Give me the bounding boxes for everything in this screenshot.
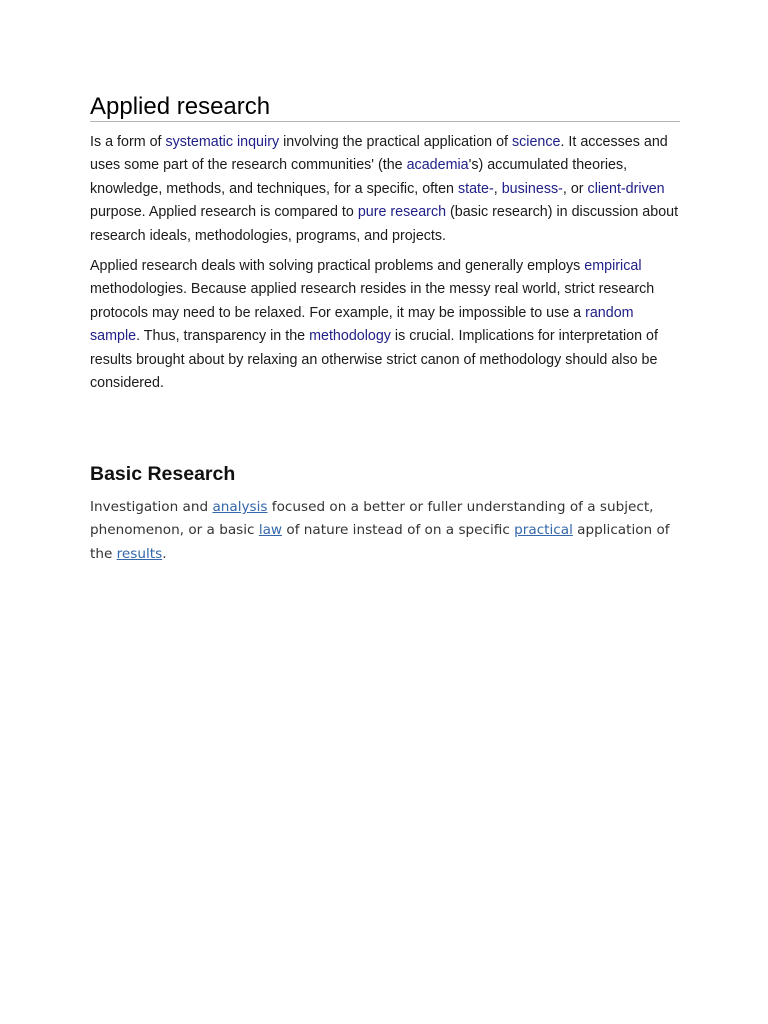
text-run: is crucial. Implications for interpretation of results brought about by relaxing an otherwise strict canon of methodology should also be considered. <box>90 328 658 392</box>
text-run: Investigation and <box>90 499 213 515</box>
link-pure-research[interactable]: pure research <box>357 204 447 221</box>
link-law[interactable]: law <box>258 522 283 539</box>
link-client-driven[interactable]: client-driven <box>587 180 665 197</box>
text-run: . <box>162 545 167 562</box>
link-methodology[interactable]: methodology <box>309 328 391 345</box>
link-results[interactable]: results <box>116 545 163 562</box>
text-run: , <box>493 180 502 197</box>
text-run: . Thus, transparency in the <box>136 328 310 345</box>
link-state[interactable]: state- <box>457 180 494 197</box>
text-run: Applied research deals with solving practical problems and generally employs <box>90 258 585 274</box>
link-science[interactable]: science <box>511 134 561 150</box>
link-empirical[interactable]: empirical <box>584 258 642 274</box>
applied-research-paragraph-2 <box>90 255 680 395</box>
text-run: methodologies. Because applied research resides in the messy real world, strict research protocols may need to be relaxed. For example, it may be impossible to use a <box>90 281 655 321</box>
link-academia[interactable]: academia <box>406 157 469 174</box>
applied-research-paragraph-1 <box>90 131 680 248</box>
text-run: Is a form of <box>90 134 166 150</box>
link-random-sample[interactable]: random sample <box>90 304 634 345</box>
heading-divider <box>90 121 680 122</box>
text-run: involving the practical application of <box>279 134 512 150</box>
text-run: focused on a better or fuller understanding of a subject, phenomenon, or a basic <box>90 499 654 539</box>
text-run: . It accesses and uses some part of the research communities' (the <box>90 134 668 174</box>
link-analysis[interactable]: analysis <box>212 499 268 515</box>
link-business[interactable]: business- <box>501 180 563 197</box>
link-practical[interactable]: practical <box>514 522 573 539</box>
text-run: 's) accumulated theories, knowledge, methods, and techniques, for a specific, often <box>90 157 628 197</box>
link-systematic-inquiry[interactable]: systematic inquiry <box>165 134 280 150</box>
basic-research-heading: Basic Research <box>90 463 236 485</box>
text-run: , or <box>562 180 588 197</box>
text-run: application of the <box>90 522 670 562</box>
text-run: purpose. Applied research is compared to <box>90 204 358 221</box>
basic-research-paragraph <box>90 496 680 566</box>
text-run: (basic research) in discussion about research ideals, methodologies, programs, and projects. <box>90 204 679 244</box>
text-run: of nature instead of on a specific <box>282 522 515 539</box>
applied-research-heading: Applied research <box>90 93 271 120</box>
